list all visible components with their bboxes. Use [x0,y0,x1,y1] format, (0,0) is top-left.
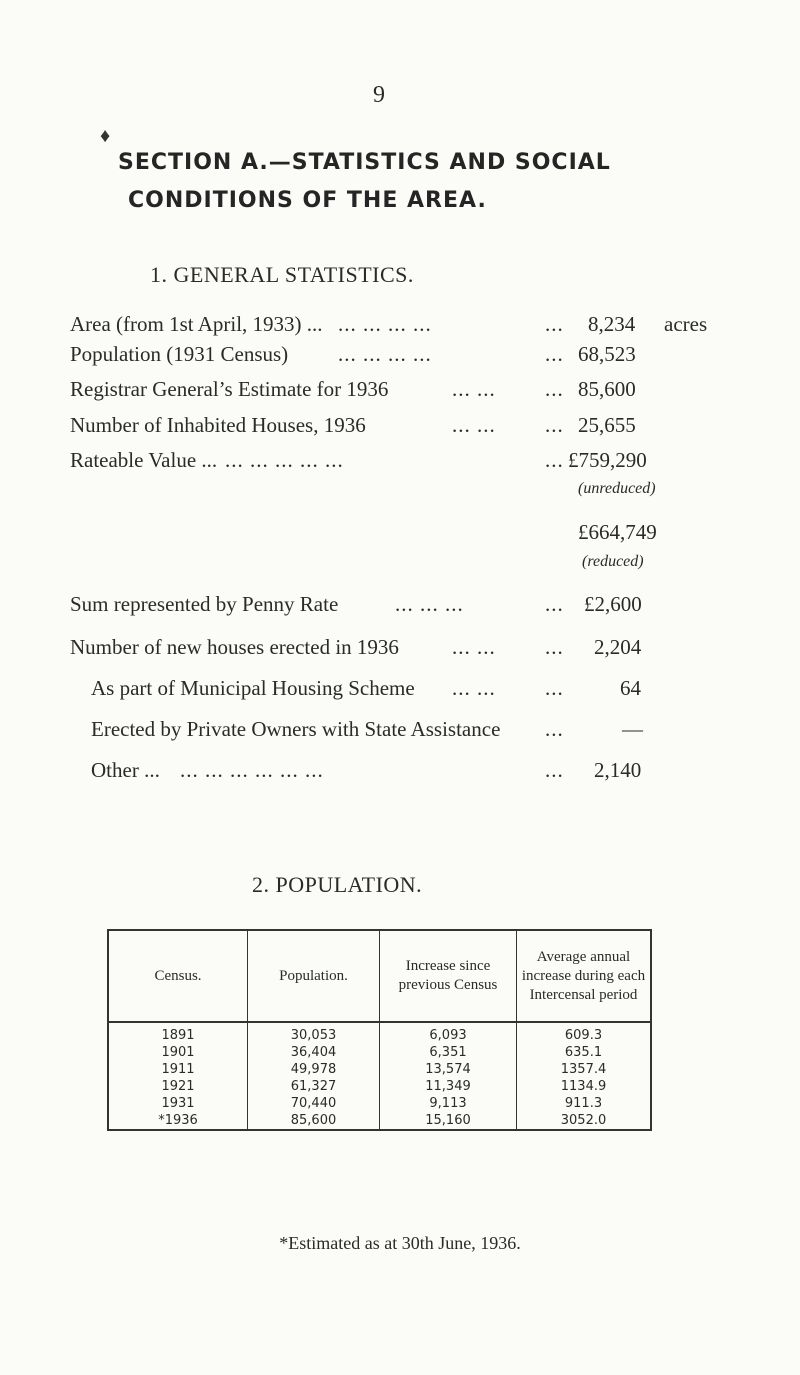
table-header-row [108,930,651,1022]
table-cell: 61,327 [248,1078,380,1095]
stat-value: 85,600 [578,377,636,401]
stat-label: Registrar General’s Estimate for 1936 [70,377,389,401]
table-cell: 15,160 [380,1112,517,1130]
table-cell: 1134.9 [517,1078,652,1095]
stat-leader: ... [545,312,564,336]
table-cell: 911.3 [517,1095,652,1112]
stat-label: Area (from 1st April, 1933) ... [70,312,323,336]
stat-leader: ... [545,676,564,700]
table-cell: 70,440 [248,1095,380,1112]
table-cell: 1921 [161,1079,195,1094]
table-cell: 1357.4 [517,1061,652,1078]
stat-label: Number of new houses erected in 1936 [70,635,399,659]
stat-value: £664,749 [578,520,657,544]
stat-leader: ... [545,377,564,401]
stat-label: Number of Inhabited Houses, 1936 [70,413,366,437]
table-cell: 9,113 [380,1095,517,1112]
table-cell: 1891 [161,1028,195,1043]
stat-leader: ... [545,413,564,437]
ink-mark-icon: ♦ [100,125,111,147]
table-cell: 1901 [161,1045,195,1060]
population-table [107,929,652,1131]
stat-label: Other ... [91,758,160,782]
stat-leader: ... [545,592,564,616]
table-cell: 11,349 [380,1078,517,1095]
table-cell: 30,053 [248,1022,380,1044]
table-cell: 3052.0 [517,1112,652,1130]
table-cell: 1911 [161,1062,195,1077]
table-cell: 635.1 [517,1044,652,1061]
stat-label: Sum represented by Penny Rate [70,592,339,616]
table-cell: 1931 [161,1096,195,1111]
stat-leader: ... ... [452,635,496,659]
column-header: Average annual increase during each Intercensal period [517,930,652,1022]
column-header: Census. [108,930,248,1022]
table-row [108,1061,651,1078]
stat-leader: ... ... [452,413,496,437]
table-row [108,1044,651,1061]
column-header: Population. [248,930,380,1022]
stat-leader: ... ... ... ... [338,312,432,336]
population-title: 2. POPULATION. [252,872,423,897]
stat-value: £2,600 [584,592,642,616]
stat-unit: acres [664,312,708,336]
table-row [108,1112,651,1130]
stat-value: 68,523 [578,342,636,366]
stat-value: 2,140 [594,758,642,782]
stat-leader: ... ... ... ... ... ... [180,758,324,782]
stat-leader: ... ... [452,676,496,700]
stat-leader: ... [545,717,564,741]
table-cell: 6,351 [380,1044,517,1061]
stat-label: As part of Municipal Housing Scheme [91,676,415,700]
stat-note: (unreduced) [578,480,656,497]
table-cell: *1936 [158,1113,198,1128]
stat-leader: ... [545,342,564,366]
stat-label: Erected by Private Owners with State Assistance [91,717,501,741]
table-cell: 6,093 [380,1022,517,1044]
stat-leader: ... [545,758,564,782]
table-cell: 13,574 [380,1061,517,1078]
stat-value: 8,234 [588,312,636,336]
stat-label: Population (1931 Census) [70,342,289,366]
table-cell: 85,600 [248,1112,380,1130]
stat-value: — [622,717,643,741]
stat-value: £759,290 [568,448,647,472]
table-row [108,1022,651,1044]
table-cell: 36,404 [248,1044,380,1061]
population-footnote: *Estimated as at 30th June, 1936. [279,1233,521,1253]
stat-leader: ... ... ... [395,592,464,616]
table-row [108,1095,651,1112]
table-cell: 609.3 [517,1022,652,1044]
stat-leader: ... ... ... ... ... [225,448,344,472]
general-statistics-title: 1. GENERAL STATISTICS. [150,262,414,287]
section-title-line2: CONDITIONS OF THE AREA. [128,188,487,213]
stat-value: 64 [620,676,641,700]
table-cell: 49,978 [248,1061,380,1078]
stat-leader: ... [545,635,564,659]
stat-leader: ... ... ... ... [338,342,432,366]
stat-value: 25,655 [578,413,636,437]
page-number: 9 [373,82,385,108]
stat-leader: ... [545,448,564,472]
section-title-line1: SECTION A.—STATISTICS AND SOCIAL [118,150,611,175]
column-header: Increase since previous Census [380,930,517,1022]
stat-value: 2,204 [594,635,642,659]
stat-note: (reduced) [582,553,644,570]
stat-leader: ... ... [452,377,496,401]
table-row [108,1078,651,1095]
stat-label: Rateable Value ... [70,448,218,472]
